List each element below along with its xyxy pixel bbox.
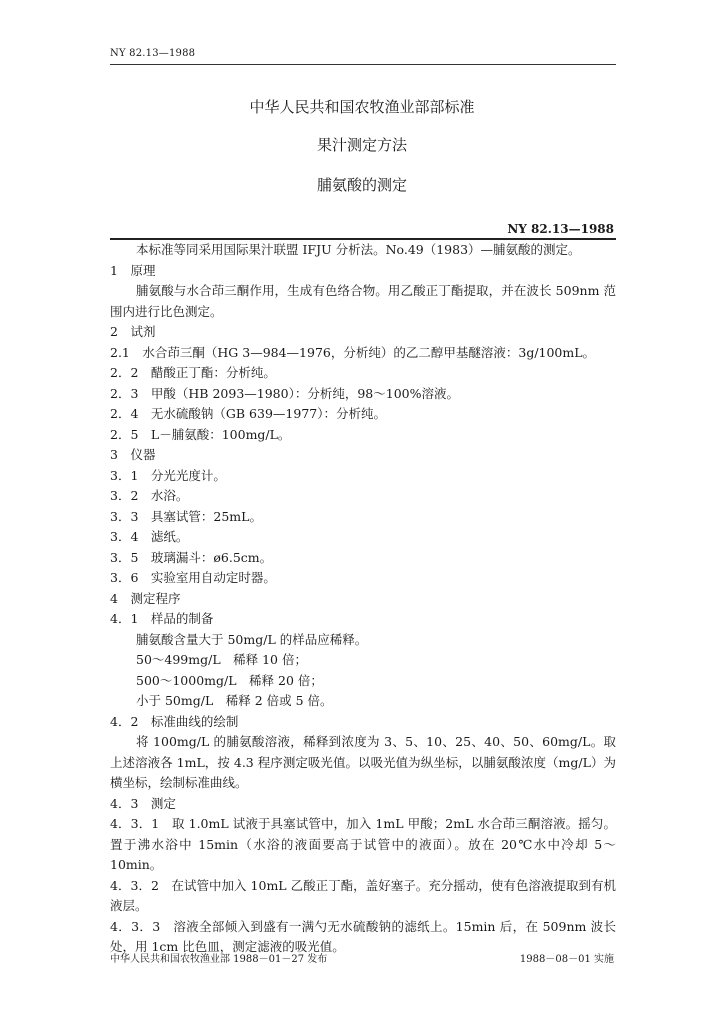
footer-effective: 1988－08－01 实施 xyxy=(519,954,614,965)
body-paragraph: 4．3．2 在试管中加入 10mL 乙酸正丁酯，盖好塞子。充分摇动，使有色溶液提取到有机液层。 xyxy=(110,877,616,913)
list-item: 2．3 甲酸（HB 2093—1980）：分析纯，98～100%溶液。 xyxy=(110,385,459,401)
subsection-heading: 4．1 样品的制备 xyxy=(110,611,214,626)
list-item: 3．4 滤纸。 xyxy=(110,529,189,544)
standard-number: NY 82.13—1988 xyxy=(507,222,614,236)
issuing-authority-title: 中华人民共和国农牧渔业部部标准 xyxy=(249,98,475,116)
list-item: 2.1 水合茚三酮（HG 3—984—1976，分析纯）的乙二醇甲基醚溶液：3g/100mL。 xyxy=(110,344,596,360)
list-item: 3．5 玻璃漏斗：ø6.5cm。 xyxy=(110,549,273,565)
section-heading: 3 仪器 xyxy=(110,447,156,462)
subsection-heading: 4．3 测定 xyxy=(110,795,176,811)
list-item: 50～499mg/L 稀释 10 倍； xyxy=(136,652,307,667)
header-standard-code: NY 82.13—1988 xyxy=(110,48,196,59)
list-item: 2．4 无水硫酸钠（GB 639—1977）：分析纯。 xyxy=(110,406,386,421)
body-paragraph: 4．3．1 取 1.0mL 试液于具塞试管中，加入 1mL 甲酸；2mL 水合茚三酮溶液。摇匀。置于沸水浴中 15min（水浴的液面要高于试管中的液面）。放在 20℃水中冷却 5～10min。 xyxy=(110,816,616,872)
section-heading: 4 测定程序 xyxy=(110,590,181,606)
body-paragraph: 脯氨酸与水合茚三酮作用，生成有色络合物。用乙酸正丁酯提取，并在波长 509nm 范围内进行比色测定。 xyxy=(110,283,616,319)
body-paragraph: 脯氨酸含量大于 50mg/L 的样品应稀释。 xyxy=(136,631,368,647)
header-divider xyxy=(110,64,616,65)
footer-issued: 中华人民共和国农牧渔业部 1988－01－27 发布 xyxy=(110,954,328,965)
document-body xyxy=(110,240,616,958)
document-subtitle: 脯氨酸的测定 xyxy=(316,176,407,194)
list-item: 3．6 实验室用自动定时器。 xyxy=(110,570,276,585)
subsection-heading: 4．2 标准曲线的绘制 xyxy=(110,713,239,729)
list-item: 3．1 分光光度计。 xyxy=(110,467,226,483)
list-item: 小于 50mg/L 稀释 2 倍或 5 倍。 xyxy=(136,693,333,708)
list-item: 500～1000mg/L 稀释 20 倍； xyxy=(136,672,323,688)
section-heading: 2 试剂 xyxy=(110,324,156,339)
body-paragraph: 将 100mg/L 的脯氨酸溶液，稀释到浓度为 3、5、10、25、40、50、60mg/L。取上述溶液各 1mL，按 4.3 程序测定吸光值。以吸光值为纵坐标，以脯氨酸浓度（mg/L）为横坐标，绘制标准曲线。 xyxy=(110,734,616,790)
list-item: 3．3 具塞试管：25mL。 xyxy=(110,508,262,524)
list-item: 2．2 醋酸正丁酯：分析纯。 xyxy=(110,365,276,380)
document-title: 果汁测定方法 xyxy=(316,136,407,154)
list-item: 2．5 L－脯氨酸：100mg/L。 xyxy=(110,426,291,442)
body-paragraph: 4．3．3 溶液全部倾入到盛有一满勺无水硫酸钠的滤纸上。15min 后，在 509nm 波长处，用 1cm 比色皿，测定滤液的吸光值。 xyxy=(110,918,616,954)
list-item: 3．2 水浴。 xyxy=(110,488,189,503)
section-heading: 1 原理 xyxy=(110,262,156,278)
intro-paragraph: 本标准等同采用国际果汁联盟 IFJU 分析法。No.49（1983）—脯氨酸的测定。 xyxy=(136,242,581,257)
